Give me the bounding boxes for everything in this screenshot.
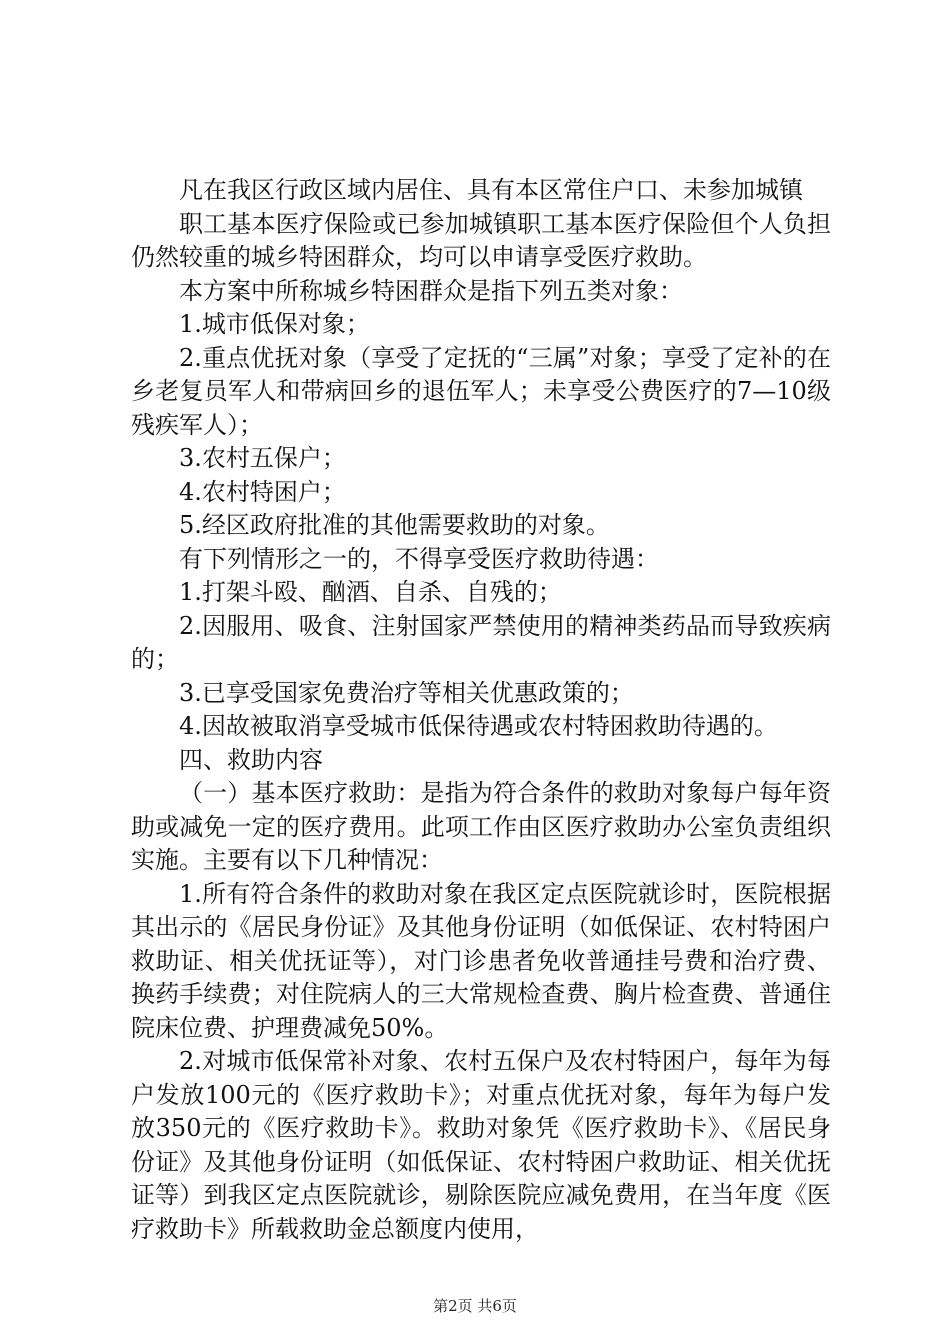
paragraph: 职工基本医疗保险或已参加城镇职工基本医疗保险但个人负担仍然较重的城乡特困群众，均可以申请享受医疗救助。 (131, 209, 831, 271)
paragraph: 5.经区政府批准的其他需要救助的对象。 (179, 511, 610, 539)
paragraph: 1.城市低保对象； (179, 310, 370, 338)
paragraph: （一）基本医疗救助：是指为符合条件的救助对象每户每年资助或减免一定的医疗费用。此项工作由区医疗救助办公室负责组织实施。主要有以下几种情况： (131, 779, 831, 874)
paragraph: 有下列情形之一的，不得享受医疗救助待遇： (179, 544, 659, 573)
paragraph: 4.农村特困户； (179, 477, 346, 506)
paragraph: 3.农村五保户； (179, 444, 346, 472)
paragraph: 2.对城市低保常补对象、农村五保户及农村特困户，每年为每户发放100元的《医疗救助卡》；对重点优抚对象，每年为每户发放350元的《医疗救助卡》。救助对象凭《医疗救助卡》、《居民身份证》及其他身份证明（如低保证、农村特困户救助证、相关优抚证等）到我区定点医院就诊，剔除医院应减免费用，在当年度《医疗救助卡》所载救助金总额度内使用， (131, 1047, 831, 1243)
paragraph: 1.所有符合条件的救助对象在我区定点医院就诊时，医院根据其出示的《居民身份证》及其他身份证明（如低保证、农村特困户救助证、相关优抚证等），对门诊患者免收普通挂号费和治疗费、换药手续费；对住院病人的三大常规检查费、胸片检查费、普通住院床位费、护理费减免50%。 (131, 879, 831, 1042)
page-footer: 第2页 共6页 (433, 1297, 517, 1315)
paragraph: 1.打架斗殴、酗酒、自杀、自残的； (179, 578, 562, 606)
paragraph: 4.因故被取消享受城市低保待遇或农村特困救助待遇的。 (179, 712, 778, 740)
document-body (131, 174, 831, 1246)
section-heading: 四、救助内容 (179, 745, 323, 774)
paragraph: 凡在我区行政区域内居住、具有本区常住户口、未参加城镇 (179, 176, 803, 204)
paragraph: 2.因服用、吸食、注射国家严禁使用的精神类药品而导致疾病的； (131, 611, 831, 673)
paragraph: 3.已享受国家免费治疗等相关优惠政策的； (179, 678, 634, 707)
paragraph: 本方案中所称城乡特困群众是指下列五类对象： (179, 276, 683, 305)
paragraph: 2.重点优抚对象（享受了定抚的“三属”对象；享受了定补的在乡老复员军人和带病回乡的退伍军人；未享受公费医疗的7—10级残疾军人）； (131, 343, 831, 439)
